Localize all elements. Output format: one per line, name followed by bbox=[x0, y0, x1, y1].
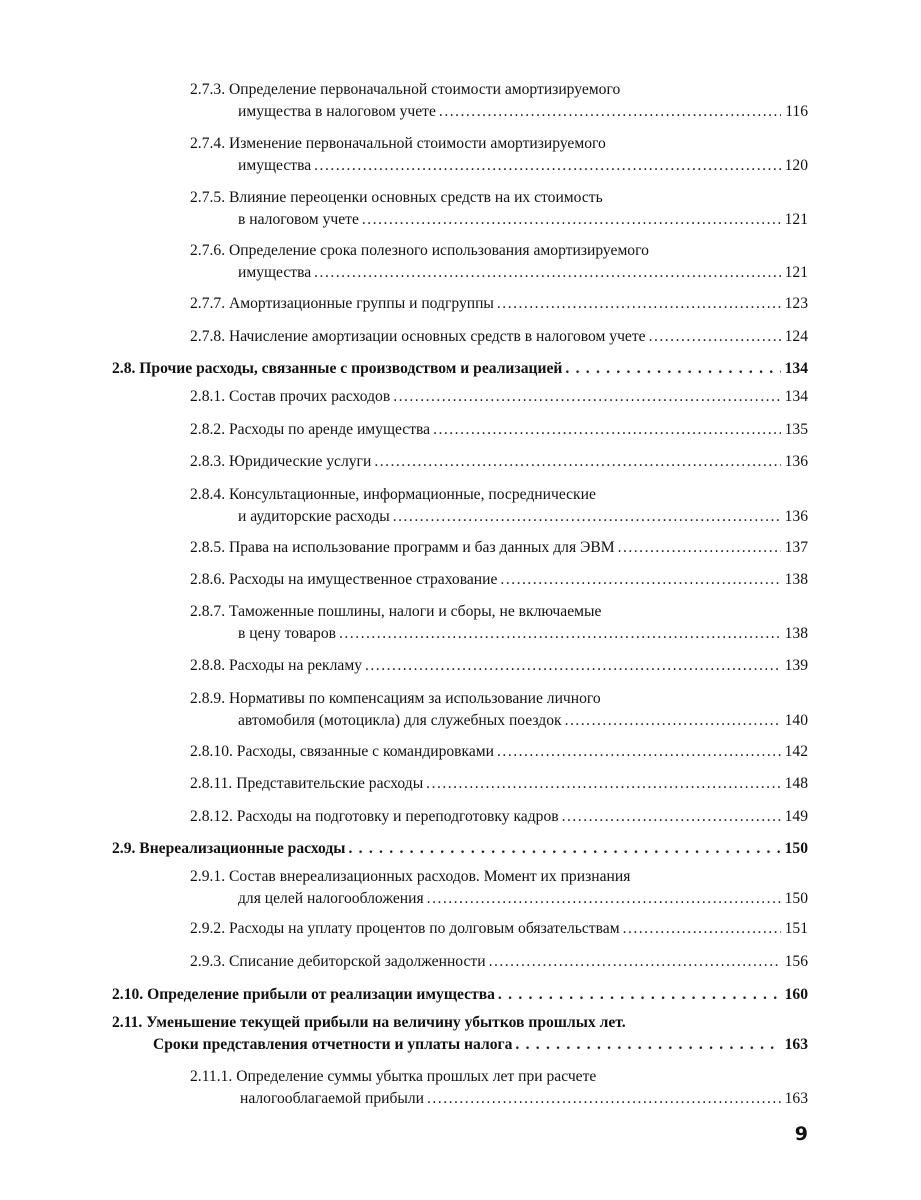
entry-page-number: 121 bbox=[784, 264, 808, 281]
entry-number: 2.7.3. bbox=[190, 81, 226, 98]
toc-subsection-entry bbox=[190, 537, 808, 559]
dot-leader bbox=[565, 710, 781, 732]
entry-page-number: 124 bbox=[784, 328, 808, 345]
dot-leader bbox=[393, 386, 780, 408]
entry-title-text: Консультационные, информационные, посреднические bbox=[229, 486, 596, 503]
dot-leader bbox=[393, 506, 781, 528]
entry-title-text bbox=[153, 1034, 512, 1056]
entry-title-line bbox=[190, 806, 808, 828]
entry-title-text bbox=[238, 155, 311, 177]
toc-subsection-entry bbox=[190, 1066, 808, 1110]
entry-page-number: 150 bbox=[784, 840, 808, 857]
dot-leader bbox=[497, 293, 781, 315]
entry-title-line bbox=[190, 101, 808, 123]
entry-number: 2.8.2. bbox=[190, 421, 226, 438]
entry-title-end: Расходы, связанные с командировками bbox=[236, 743, 495, 760]
entry-title-text bbox=[190, 537, 615, 559]
entry-number: 2.8.7. bbox=[190, 603, 226, 620]
toc-subsection-entry bbox=[190, 451, 808, 473]
entry-page-number: 135 bbox=[784, 421, 808, 438]
entry-page-number: 142 bbox=[784, 743, 808, 760]
entry-number: 2.8.5. bbox=[190, 539, 226, 556]
entry-title-end: в налоговом учете bbox=[238, 211, 359, 228]
entry-page-number: 137 bbox=[784, 539, 808, 556]
entry-title-end: Расходы по аренде имущества bbox=[229, 421, 431, 438]
entry-title-text bbox=[190, 419, 430, 441]
entry-title-line1 bbox=[190, 240, 808, 262]
entry-number: 2.8.3. bbox=[190, 453, 226, 470]
entry-title-line bbox=[190, 293, 808, 315]
entry-number: 2.9.2. bbox=[190, 920, 226, 937]
dot-leader bbox=[439, 101, 781, 123]
toc-subsection-entry bbox=[190, 79, 808, 123]
entry-page-number: 134 bbox=[784, 360, 808, 377]
toc-section-entry bbox=[112, 984, 808, 1006]
entry-number: 2.7.6. bbox=[190, 242, 226, 259]
entry-title-end: Расходы на имущественное страхование bbox=[229, 571, 498, 588]
entry-title-line1 bbox=[190, 484, 808, 506]
entry-title-end: в цену товаров bbox=[238, 625, 337, 642]
entry-number: 2.8.6. bbox=[190, 571, 226, 588]
entry-title-text bbox=[238, 888, 424, 910]
entry-title-end: имущества в налоговом учете bbox=[238, 103, 436, 120]
entry-page-number: 140 bbox=[784, 712, 808, 729]
entry-title-line bbox=[190, 262, 808, 284]
entry-title-text bbox=[112, 838, 345, 860]
entry-title-end: имущества bbox=[238, 264, 312, 281]
entry-title-end: Списание дебиторской задолженности bbox=[229, 953, 486, 970]
entry-title-text bbox=[238, 209, 359, 231]
toc-subsection-entry bbox=[190, 601, 808, 645]
entry-title-line bbox=[190, 655, 808, 677]
dot-leader bbox=[374, 451, 780, 473]
toc-section-entry bbox=[112, 1012, 808, 1056]
entry-title-text: Нормативы по компенсациям за использование личного bbox=[229, 690, 601, 707]
entry-title-line1 bbox=[190, 866, 808, 888]
entry-page-number: 138 bbox=[784, 625, 808, 642]
entry-number: 2.8.4. bbox=[190, 486, 226, 503]
entry-title-text: Определение срока полезного использования амортизируемого bbox=[229, 242, 649, 259]
entry-title-end: Внереализационные расходы bbox=[139, 840, 346, 857]
toc-subsection-entry bbox=[190, 386, 808, 408]
entry-title-line bbox=[190, 537, 808, 559]
entry-page-number: 123 bbox=[784, 295, 808, 312]
entry-number: 2.7.8. bbox=[190, 328, 226, 345]
entry-page-number: 121 bbox=[784, 211, 808, 228]
entry-number: 2.7.7. bbox=[190, 295, 226, 312]
entry-page-number: 151 bbox=[784, 920, 808, 937]
entry-page-number: 120 bbox=[784, 157, 808, 174]
entry-title-line bbox=[190, 419, 808, 441]
entry-title-line bbox=[190, 951, 808, 973]
dot-leader bbox=[427, 1088, 781, 1110]
dot-leader bbox=[562, 806, 781, 828]
toc-subsection-entry bbox=[190, 419, 808, 441]
entry-title-end: Прочие расходы, связанные с производством и реализацией bbox=[139, 360, 563, 377]
entry-title-text bbox=[238, 623, 336, 645]
toc-subsection-entry bbox=[190, 187, 808, 231]
dot-leader bbox=[515, 1034, 780, 1056]
entry-page-number: 138 bbox=[784, 571, 808, 588]
dot-leader bbox=[500, 569, 780, 591]
entry-number: 2.10. bbox=[112, 986, 144, 1003]
entry-title-line bbox=[190, 451, 808, 473]
dot-leader bbox=[348, 838, 780, 860]
dot-leader bbox=[649, 326, 781, 348]
entry-title-text bbox=[190, 655, 362, 677]
entry-number: 2.8.9. bbox=[190, 690, 226, 707]
toc-subsection-entry bbox=[190, 806, 808, 828]
toc-subsection-entry bbox=[190, 688, 808, 732]
entry-title-line1 bbox=[190, 187, 808, 209]
entry-title-line bbox=[190, 773, 808, 795]
toc-section-entry bbox=[112, 838, 808, 860]
entry-title-line1 bbox=[190, 133, 808, 155]
entry-page-number: 116 bbox=[785, 103, 808, 120]
entry-title-line bbox=[190, 506, 808, 528]
dot-leader bbox=[497, 741, 781, 763]
entry-page-number: 136 bbox=[784, 453, 808, 470]
entry-title-text bbox=[190, 293, 494, 315]
entry-title-line bbox=[112, 1034, 808, 1056]
entry-title-end: Амортизационные группы и подгруппы bbox=[229, 295, 494, 312]
entry-title-text: Изменение первоначальной стоимости амортизируемого bbox=[229, 135, 606, 152]
entry-page-number: 134 bbox=[784, 388, 808, 405]
dot-leader bbox=[314, 262, 780, 284]
entry-title-end: Состав прочих расходов bbox=[229, 388, 391, 405]
entry-title-line1 bbox=[190, 688, 808, 710]
entry-title-text: Состав внереализационных расходов. Момент их признания bbox=[229, 868, 631, 885]
entry-title-text bbox=[238, 262, 311, 284]
entry-title-end: Расходы на рекламу bbox=[229, 657, 362, 674]
entry-title-line bbox=[190, 1088, 808, 1110]
dot-leader bbox=[427, 888, 781, 910]
toc-subsection-entry bbox=[190, 293, 808, 315]
dot-leader bbox=[565, 358, 780, 380]
dot-leader bbox=[618, 537, 781, 559]
entry-title-text bbox=[238, 506, 390, 528]
toc-subsection-entry bbox=[190, 741, 808, 763]
entry-number: 2.8.11. bbox=[190, 775, 233, 792]
entry-number: 2.8.10. bbox=[190, 743, 233, 760]
entry-title-text bbox=[112, 358, 562, 380]
entry-page-number: 136 bbox=[784, 508, 808, 525]
entry-title-line bbox=[190, 741, 808, 763]
entry-title-end: налогооблагаемой прибыли bbox=[240, 1090, 425, 1107]
entry-number: 2.8. bbox=[112, 360, 136, 377]
dot-leader bbox=[623, 918, 781, 940]
entry-title-text bbox=[112, 984, 495, 1006]
entry-title-line1 bbox=[112, 1012, 808, 1034]
toc-subsection-entry bbox=[190, 484, 808, 528]
entry-title-text bbox=[190, 918, 620, 940]
entry-title-end: Расходы на уплату процентов по долговым обязательствам bbox=[229, 920, 620, 937]
entry-title-end: автомобиля (мотоцикла) для служебных поездок bbox=[238, 712, 562, 729]
entry-title-text bbox=[240, 1088, 424, 1110]
entry-title-line bbox=[190, 623, 808, 645]
entry-title-line bbox=[190, 326, 808, 348]
page-number: 9 bbox=[794, 1123, 808, 1145]
entry-title-text: Определение первоначальной стоимости амортизируемого bbox=[229, 81, 621, 98]
entry-title-text bbox=[238, 101, 436, 123]
toc-subsection-entry bbox=[190, 773, 808, 795]
entry-title-text bbox=[190, 326, 646, 348]
entry-number: 2.7.5. bbox=[190, 189, 226, 206]
entry-title-text bbox=[190, 451, 371, 473]
toc-subsection-entry bbox=[190, 240, 808, 284]
entry-page-number: 139 bbox=[784, 657, 808, 674]
entry-title-line bbox=[190, 710, 808, 732]
toc-subsection-entry bbox=[190, 918, 808, 940]
entry-number: 2.11. bbox=[112, 1014, 143, 1031]
entry-title-text bbox=[190, 386, 390, 408]
toc-subsection-entry bbox=[190, 951, 808, 973]
entry-title-line bbox=[190, 888, 808, 910]
entry-title-text bbox=[190, 741, 494, 763]
entry-number: 2.8.1. bbox=[190, 388, 226, 405]
toc-subsection-entry bbox=[190, 569, 808, 591]
entry-title-line bbox=[190, 918, 808, 940]
entry-title-end: Представительские расходы bbox=[236, 775, 424, 792]
entry-title-text bbox=[238, 710, 562, 732]
entry-title-text: Влияние переоценки основных средств на их стоимость bbox=[229, 189, 603, 206]
entry-page-number: 163 bbox=[784, 1036, 808, 1053]
entry-title-text bbox=[190, 569, 497, 591]
entry-page-number: 149 bbox=[784, 808, 808, 825]
entry-title-line bbox=[190, 209, 808, 231]
dot-leader bbox=[489, 951, 781, 973]
entry-title-text: Определение суммы убытка прошлых лет при расчете bbox=[236, 1068, 597, 1085]
entry-number: 2.9.3. bbox=[190, 953, 226, 970]
entry-title-end: Сроки представления отчетности и уплаты налога bbox=[153, 1036, 513, 1053]
entry-number: 2.9. bbox=[112, 840, 136, 857]
toc-subsection-entry bbox=[190, 133, 808, 177]
entry-page-number: 148 bbox=[784, 775, 808, 792]
entry-page-number: 150 bbox=[784, 890, 808, 907]
entry-title-line bbox=[112, 838, 808, 860]
entry-title-end: и аудиторские расходы bbox=[238, 508, 390, 525]
entry-number: 2.8.8. bbox=[190, 657, 226, 674]
entry-page-number: 156 bbox=[784, 953, 808, 970]
toc-section-entry bbox=[112, 358, 808, 380]
entry-title-text bbox=[190, 951, 486, 973]
entry-title-end: Права на использование программ и баз данных для ЭВМ bbox=[229, 539, 615, 556]
entry-title-line1 bbox=[190, 601, 808, 623]
toc-subsection-entry bbox=[190, 866, 808, 910]
entry-title-line1 bbox=[190, 79, 808, 101]
entry-number: 2.11.1. bbox=[190, 1068, 233, 1085]
entry-title-text bbox=[190, 806, 559, 828]
entry-title-end: имущества bbox=[238, 157, 312, 174]
entry-number: 2.9.1. bbox=[190, 868, 226, 885]
entry-number: 2.8.12. bbox=[190, 808, 233, 825]
entry-title-end: для целей налогообложения bbox=[238, 890, 424, 907]
entry-title-end: Определение прибыли от реализации имущества bbox=[147, 986, 495, 1003]
dot-leader bbox=[365, 655, 781, 677]
entry-page-number: 160 bbox=[784, 986, 808, 1003]
dot-leader bbox=[339, 623, 781, 645]
entry-page-number: 163 bbox=[784, 1090, 808, 1107]
entry-title-end: Начисление амортизации основных средств в налоговом учете bbox=[229, 328, 646, 345]
entry-title-line bbox=[190, 386, 808, 408]
entry-title-text bbox=[190, 773, 423, 795]
entry-title-line bbox=[112, 358, 808, 380]
entry-title-end: Юридические услуги bbox=[229, 453, 372, 470]
toc-subsection-entry bbox=[190, 655, 808, 677]
dot-leader bbox=[362, 209, 781, 231]
entry-title-text: Таможенные пошлины, налоги и сборы, не включаемые bbox=[229, 603, 602, 620]
dot-leader bbox=[433, 419, 781, 441]
entry-title-end: Расходы на подготовку и переподготовку кадров bbox=[236, 808, 559, 825]
toc-subsection-entry bbox=[190, 326, 808, 348]
entry-title-line bbox=[190, 569, 808, 591]
dot-leader bbox=[426, 773, 780, 795]
dot-leader bbox=[498, 984, 781, 1006]
entry-title-line bbox=[190, 155, 808, 177]
entry-title-line1 bbox=[190, 1066, 808, 1088]
dot-leader bbox=[314, 155, 780, 177]
entry-title-line bbox=[112, 984, 808, 1006]
entry-number: 2.7.4. bbox=[190, 135, 226, 152]
entry-title-text: Уменьшение текущей прибыли на величину убытков прошлых лет. bbox=[146, 1014, 626, 1031]
